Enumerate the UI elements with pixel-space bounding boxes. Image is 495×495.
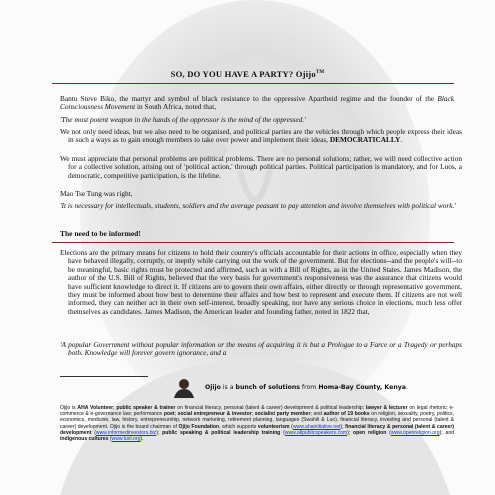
bio-bold: public speaker & trainer — [116, 405, 176, 411]
quote-mao: 'It is necessary for intellectuals, students, soldiers and the average peasant to pay attention and involve themselves with political work.' — [60, 201, 456, 210]
section-heading: The need to be informed! — [60, 229, 141, 238]
ideas-text-a: We not only need ideas, but we also need to be organised, and political parties are the vehicles through which people express their ideas in such a ways as to gain enough members to take over power and implement their ideas, — [60, 127, 462, 145]
ideas-text-b: . — [400, 135, 403, 145]
bio-text: ( — [91, 429, 96, 436]
trademark-mark: TM — [315, 70, 325, 76]
signature-name: Ojijo — [205, 384, 221, 391]
bio-text: ); and — [439, 429, 454, 436]
paragraph-problems: We must appreciate that personal problems are political problems. There are no personal solutions; rather, we will need collective action for a collective solution, arising out of 'political action,' through political parties. Political participation is mandatory, and for Luos, a democratic, competitive participation, is the lifeline. — [60, 154, 462, 180]
bio-text: ( — [386, 429, 391, 436]
quote-madison: 'A popular Government without popular information or the means of acquiring it is but a Prologue to a Farce or a Tragedy or perhaps both. Knowledge will forever govern ignorance, and a — [60, 340, 462, 358]
author-signature — [205, 384, 408, 391]
bio-text: ( — [289, 423, 293, 430]
bio-text: on financial literacy, personal (talent & career) development & political leadership; — [175, 405, 366, 411]
author-bio — [60, 405, 454, 442]
signature-text-1: is a — [220, 384, 236, 391]
bio-bold: poet — [163, 411, 175, 418]
bio-bold: social entrepreneur & investor — [177, 411, 252, 418]
signature-text-3: from — [299, 384, 319, 391]
bio-bold: indigenous cultures — [60, 436, 109, 443]
bio-bold: financial literacy & personal (talent & career) development — [60, 423, 454, 436]
footnote-rule — [60, 376, 148, 377]
paragraph-ideas — [60, 128, 462, 145]
link-allpublicspeakers[interactable]: www.allpublicspeakers.com — [284, 429, 348, 436]
ideas-bold: DEMOCRATICALLY — [329, 135, 401, 145]
link-informedinvestors[interactable]: www.informedinvestors.biz — [95, 429, 157, 436]
bio-text: ). — [140, 436, 144, 443]
biko-text-b: in South Africa, noted that, — [135, 102, 217, 112]
title-rule — [52, 83, 454, 84]
bio-text: on religion, sexuality, poetry, politics, economics, medicine, law, history, entrepreneurship, network marketing, retirement planning, languages (Swahili & Luo), financial literacy, investing and personal (talent & career) development. Ojijo is the board chairman of — [60, 411, 455, 430]
bio-text: Ojijo is — [60, 405, 78, 411]
signature-place: Homa-Bay County, Kenya — [318, 384, 406, 391]
quote-biko: 'The most potent weapon in the hands of the oppressor is the mind of the oppressed.' — [60, 115, 306, 124]
bio-bold: AHA Volunteer — [77, 405, 114, 411]
bio-text: ( — [108, 436, 112, 443]
bio-bold: Ojijo Foundation — [178, 423, 220, 430]
bio-text: ( — [280, 429, 285, 436]
bio-text: ; — [251, 411, 255, 418]
link-luol[interactable]: www.luol.org — [111, 436, 141, 443]
link-openreligion[interactable]: www.openreligion.org — [390, 429, 440, 436]
paragraph-elections: Elections are the primary means for citizens to hold their country's officials accountable for their actions in office, especially when they have behaved illegally, corruptly, or ineptly while carrying out the work of the government. But for elections--and the people's will--to be meaningful, basic rights must be protected and affirmed, such as with a Bill of Rights, as in the United States. James Madison, the author of the U.S. Bill of Rights, believed that the very basis for government's responsiveness was the assurance that citizens would have sufficient knowledge to direct it. If citizens are to govern their own affairs, either directly or through representative government, they must be informed about how best to determine their affairs and how best to represent and execute them. If citizens are not well informed, they can neither act in their own self-interest, broadly speaking, nor have any serious choice in elections, much less offer themselves as candidates. James Madison, the American leader and founding father, noted in 1822 that, — [60, 248, 462, 316]
heading-rule — [52, 242, 454, 243]
bio-text: , which supports — [219, 423, 258, 430]
paragraph-biko — [60, 95, 454, 112]
bio-bold: volunteerism — [257, 423, 290, 430]
bio-text: ; and — [310, 411, 324, 418]
bio-text: ); — [156, 429, 163, 436]
bio-text: on legal rhetoric; e-commerce & e-governance law; performance — [60, 405, 455, 418]
bio-text: ; — [113, 405, 117, 411]
bio-text: ; — [174, 411, 178, 418]
bio-bold: open religion — [353, 429, 387, 436]
bio-text: ); — [340, 423, 346, 430]
paragraph-mao: Mao Tse Tung was right, — [60, 189, 133, 198]
signature-end: . — [405, 384, 408, 391]
bio-text: ); — [347, 429, 353, 436]
signature-solutions: bunch of solutions — [235, 384, 300, 391]
bio-bold: author of 19 books — [323, 411, 370, 418]
bio-bold: lawyer & lecturer — [365, 405, 408, 411]
bio-bold: socialist party member — [254, 411, 311, 418]
biko-text-a: Bantu Steve Biko, the martyr and symbol of black resistance to the oppressive Apartheid regime and the founder of the — [60, 94, 438, 103]
document-title — [0, 69, 495, 79]
author-photo — [170, 376, 198, 398]
bio-bold: public speaking & political leadership training — [162, 429, 281, 436]
link-ahainitiative[interactable]: www.ahainitiative.net — [292, 423, 341, 430]
biko-italic: Black Consciousness Movement — [60, 94, 454, 112]
title-text: SO, DO YOU HAVE A PARTY? Ojijo — [170, 69, 316, 79]
